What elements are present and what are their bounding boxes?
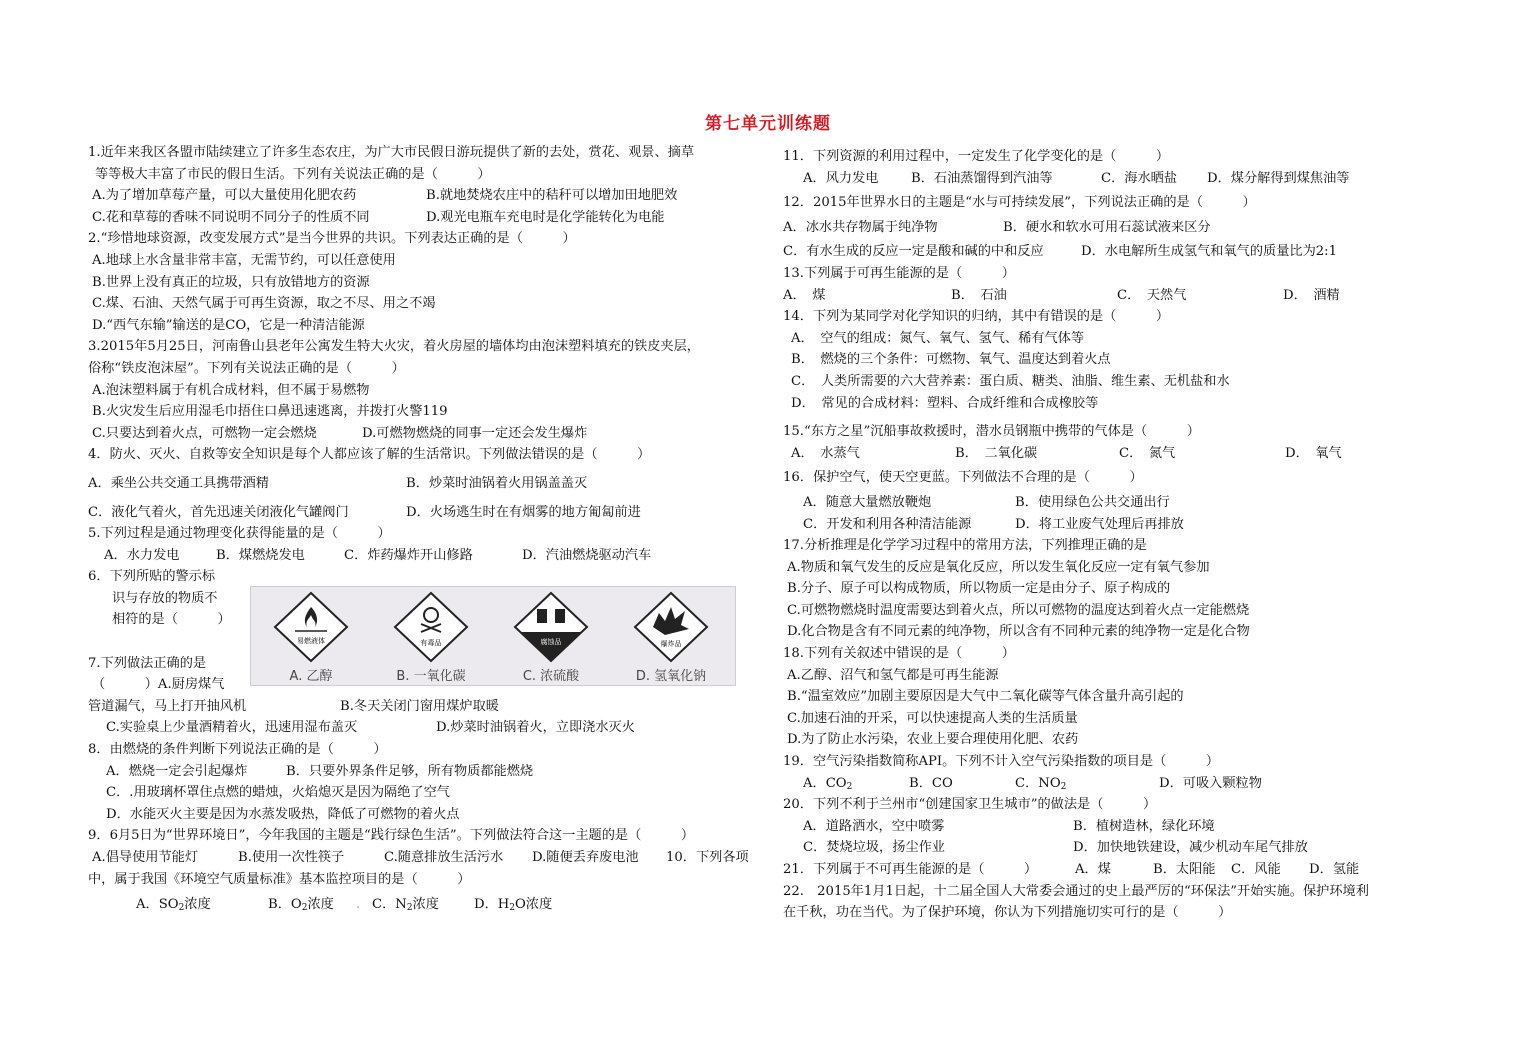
option-17b: B.分子、原子可以构成物质，所以物质一定是由分子、原子构成的: [787, 581, 1171, 597]
sign-c: [491, 591, 611, 685]
option-8c: C．.用玻璃杯罩住点燃的蜡烛，火焰熄灭是因为隔绝了空气: [106, 785, 450, 801]
option-17d: D.化合物是含有不同元素的纯净物，所以含有不同种元素的纯净物一定是化合物: [787, 624, 1250, 640]
sign-a-caption: A. 乙醇: [289, 669, 333, 684]
flame-sign-icon: [271, 591, 351, 663]
option-19c: C．$NO_2$: [1015, 775, 1067, 792]
option-3d: D.可燃物燃烧的同事一定还会发生爆炸: [362, 425, 588, 441]
option-19d: D．可吸入颗粒物: [1159, 775, 1262, 791]
option-16d: D．将工业废气处理后再排放: [1015, 516, 1184, 532]
option-14a: A． 空气的组成：氮气、氧气、氢气、稀有气体等: [791, 330, 1085, 346]
question-7-stem: 7.下列做法正确的是: [88, 655, 207, 671]
question-12-stem: 12．2015年世界水日的主题是“水与可持续发展”，下列说法正确的是（ ）: [783, 195, 1256, 211]
question-1-stem-cont: 等等极大丰富了市民的假日生活。下列有关说法正确的是（ ）: [95, 166, 491, 182]
question-10-stem-start: 10．下列各项: [666, 850, 749, 865]
option-16a: A．随意大量燃放鞭炮: [803, 494, 932, 510]
option-2c: C.煤、石油、天然气属于可再生资源，取之不尽、用之不竭: [92, 296, 436, 312]
question-22-stem-cont: 在千秋，功在当代。为了保护环境，你认为下列措施切实可行的是（ ）: [783, 905, 1232, 921]
skull-sign-icon: [391, 591, 471, 663]
option-8b: B．只要外界条件足够，所有物质都能燃烧: [286, 763, 534, 779]
option-12b: B．硬水和软水可用石蕊试液来区分: [1003, 219, 1211, 235]
option-14d: D． 常见的合成材料：塑料、合成纤维和合成橡胶等: [791, 395, 1099, 411]
question-6-stem-cont: 识与存放的物质不: [112, 590, 218, 606]
question-6-stem: 6．下列所贴的警示标: [88, 569, 216, 585]
option-20b: B．植树造林，绿化环境: [1073, 818, 1215, 834]
question-2-stem: 2.“珍惜地球资源，改变发展方式”是当今世界的共识。下列表达正确的是（ ）: [88, 231, 576, 247]
option-1a: A.为了增加草莓产量，可以大量使用化肥农药: [92, 188, 357, 204]
option-14b: B． 燃烧的三个条件：可燃物、氧气、温度达到着火点: [791, 352, 1111, 368]
option-7d: D.炒菜时油锅着火，立即浇水灭火: [436, 720, 635, 736]
option-2b: B.世界上没有真正的垃圾，只有放错地方的资源: [92, 274, 370, 290]
option-5a: A．水力发电: [104, 547, 180, 563]
page-title: 第七单元训练题: [705, 114, 831, 134]
option-13c: C． 天然气: [1117, 287, 1187, 303]
option-1c: C.花和草莓的香味不同说明不同分子的性质不同: [92, 209, 370, 225]
option-4c: C．液化气着火，首先迅速关闭液化气罐阀门: [88, 504, 349, 520]
option-21a: A．煤: [1075, 862, 1111, 877]
option-5c: C．炸药爆炸开山修路: [344, 547, 473, 563]
option-7b: B.冬天关闭门窗用煤炉取暖: [340, 698, 499, 714]
option-12c: C．有水生成的反应一定是酸和碱的中和反应: [783, 244, 1044, 260]
option-13b: B． 石油: [951, 287, 1007, 303]
option-13d: D． 酒精: [1283, 287, 1340, 303]
option-15c: C． 氮气: [1119, 445, 1176, 461]
sign-d: [611, 591, 731, 685]
question-7-option-a: 管道漏气，马上打开抽风机: [88, 698, 247, 714]
question-9-stem: 9．6月5日为“世界环境日”，今年我国的主题是“践行绿色生活”。下列做法符合这一主题的是（ ）: [88, 828, 695, 844]
option-5d: D．汽油燃烧驱动汽车: [522, 547, 652, 563]
sign-a-inner-label: 易燃液体: [297, 637, 325, 645]
option-3b: B.火灾发生后应用湿毛巾捂住口鼻迅速逃离，并拨打火警119: [92, 404, 448, 420]
option-11c: C．海水晒盐: [1101, 170, 1178, 186]
option-15b: B． 二氧化碳: [955, 445, 1038, 461]
question-5-stem: 5.下列过程是通过物理变化获得能量的是（ ）: [88, 526, 391, 542]
question-13-stem: 13.下列属于可再生能源的是（ ）: [783, 265, 1015, 281]
option-18b: B.“温室效应”加剧主要原因是大气中二氧化碳等气体含量升高引起的: [787, 689, 1184, 705]
option-21d: D．氢能: [1309, 862, 1360, 877]
question-17-stem: 17.分析推理是化学学习过程中的常用方法，下列推理正确的是: [783, 538, 1147, 554]
question-22-stem: 22. 2015年1月1日起，十二届全国人大常委会通过的史上最严厉的“环保法”开始实施。保护环境利: [783, 883, 1369, 899]
option-12a: A．冰水共存物属于纯净物: [783, 219, 938, 235]
option-4d: D．火场逃生时在有烟雾的地方匍匐前进: [406, 504, 641, 520]
question-6-stem-end: 相符的是（ ）: [112, 612, 231, 628]
question-3-stem: 3.2015年5月25日，河南鲁山县老年公寓发生特大火灾，着火房屋的墙体均由泡沫塑料填充的铁皮夹层，: [88, 339, 700, 355]
option-1b: B.就地焚烧农庄中的秸秆可以增加田地肥效: [426, 188, 678, 204]
sign-b-inner-label: 有毒品: [420, 639, 442, 647]
option-21b: B．太阳能: [1153, 862, 1216, 877]
option-15a: A． 水蒸气: [791, 445, 860, 461]
option-19a: A．$CO_2$: [803, 775, 853, 792]
hazard-signs-figure: [250, 586, 736, 686]
option-18c: C.加速石油的开采，可以快速提高人类的生活质量: [787, 710, 1078, 726]
option-8d: D．水能灭火主要是因为水蒸发吸热，降低了可燃物的着火点: [106, 806, 460, 822]
question-21-stem: 21．下列属于不可再生能源的是（ ）: [783, 862, 1038, 877]
option-18a: A.乙醇、沼气和氢气都是可再生能源: [787, 667, 999, 683]
option-18d: D.为了防止水污染，农业上要合理使用化肥、农药: [787, 732, 1079, 748]
option-13a: A． 煤: [783, 287, 826, 303]
question-7-stem-cont: （ ）A.厨房煤气: [92, 677, 225, 693]
sign-c-inner-label: 腐蚀品: [540, 638, 562, 646]
question-1-stem: 1.近年来我区各盟市陆续建立了许多生态农庄，为广大市民假日游玩提供了新的去处，赏花、观景、摘草: [88, 145, 695, 160]
sign-a: [251, 591, 371, 685]
option-17a: A.物质和氧气发生的反应是氧化反应，所以发生氧化反应一定有氧气参加: [787, 559, 1210, 575]
option-4b: B．炒菜时油锅着火用锅盖盖灭: [406, 475, 588, 491]
option-10d: D．$H_2O$浓度: [474, 897, 553, 914]
option-16b: B．使用绿色公共交通出行: [1015, 494, 1170, 510]
sign-d-inner-label: 爆炸品: [660, 640, 682, 648]
option-5b: B．煤燃烧发电: [216, 547, 305, 563]
option-3c: C.只要达到着火点，可燃物一定会燃烧: [92, 425, 317, 441]
option-2a: A.地球上水含量非常丰富，无需节约，可以任意使用: [92, 252, 396, 268]
option-9b: B.使用一次性筷子: [238, 850, 345, 865]
option-17c: C.可燃物燃烧时温度需要达到着火点，所以可燃物的温度达到着火点一定能燃烧: [787, 602, 1250, 618]
question-3-stem-cont: 俗称“铁皮泡沫屋”。下列有关说法正确的是（ ）: [88, 360, 405, 376]
question-14-stem: 14．下列为某同学对化学知识的归纳，其中有错误的是（ ）: [783, 309, 1170, 325]
option-11d: D．煤分解得到煤焦油等: [1207, 170, 1350, 186]
sign-b: [371, 591, 491, 685]
option-11a: A．风力发电: [803, 170, 879, 186]
question-4-stem: 4．防火、灭火、自救等安全知识是每个人都应该了解的生活常识。下列做法错误的是（ ）: [88, 447, 651, 463]
question-8-stem: 8．由燃烧的条件判断下列说法正确的是（ ）: [88, 742, 387, 758]
question-16-stem: 16．保护空气，使天空更蓝。下列做法不合理的是（ ）: [783, 470, 1143, 486]
option-10b: B．$O_2$浓度: [268, 897, 334, 914]
option-2d: D.“西气东输”输送的是CO，它是一种清洁能源: [92, 317, 365, 333]
option-12d: D．水电解所生成氢气和氧气的质量比为2:1: [1081, 244, 1337, 260]
option-19b: B．CO: [909, 775, 953, 791]
option-20a: A．道路洒水，空中喷雾: [803, 818, 945, 834]
right-column: [783, 146, 1463, 924]
question-19-stem: 19．空气污染指数简称API。下列不计入空气污染指数的项目是（ ）: [783, 754, 1220, 770]
option-20c: C．焚烧垃圾，扬尘作业: [803, 840, 945, 856]
option-3a: A.泡沫塑料属于有机合成材料，但不属于易燃物: [92, 382, 370, 398]
sign-b-caption: B. 一氧化碳: [396, 669, 466, 684]
explosive-sign-icon: [631, 591, 711, 663]
question-18-stem: 18.下列有关叙述中错误的是（ ）: [783, 646, 1015, 662]
option-10a: A．$SO_2$浓度: [136, 897, 211, 914]
option-21c: C．风能: [1231, 862, 1281, 877]
option-1d: D.观光电瓶车充电时是化学能转化为电能: [426, 209, 665, 225]
option-4a: A．乘坐公共交通工具携带酒精: [88, 475, 269, 491]
option-11b: B．石油蒸馏得到汽油等: [911, 170, 1053, 186]
question-15-stem: 15.“东方之星”沉船事故救援时，潜水员钢瓶中携带的气体是（ ）: [783, 424, 1200, 440]
sign-c-caption: C. 浓硫酸: [522, 669, 580, 684]
option-10c: C．$N_2$浓度: [372, 897, 439, 914]
option-20d: D．加快地铁建设，减少机动车尾气排放: [1073, 840, 1308, 856]
question-10-stem: 中，属于我国《环境空气质量标准》基本监控项目的是（ ）: [88, 871, 471, 887]
left-column: [88, 142, 768, 916]
option-9c: C.随意排放生活污水: [384, 850, 504, 865]
option-14c: C． 人类所需要的六大营养素：蛋白质、糖类、油脂、维生素、无机盐和水: [791, 373, 1230, 389]
question-11-stem: 11．下列资源的利用过程中，一定发生了化学变化的是（ ）: [783, 149, 1170, 164]
stray-dot: .: [356, 897, 361, 913]
option-8a: A．燃烧一定会引起爆炸: [106, 763, 248, 779]
option-9d: D.随便丢弃废电池: [532, 850, 639, 865]
option-15d: D． 氧气: [1285, 445, 1342, 461]
option-16c: C．开发和利用各种清洁能源: [803, 516, 972, 532]
sign-d-caption: D. 氢氧化钠: [635, 669, 707, 684]
corrosive-sign-icon: [511, 591, 591, 663]
option-7c: C.实验桌上少量酒精着火，迅速用湿布盖灭: [106, 720, 358, 736]
option-9a: A.倡导使用节能灯: [92, 850, 199, 865]
question-20-stem: 20．下列不利于兰州市“创建国家卫生城市”的做法是（ ）: [783, 797, 1157, 813]
